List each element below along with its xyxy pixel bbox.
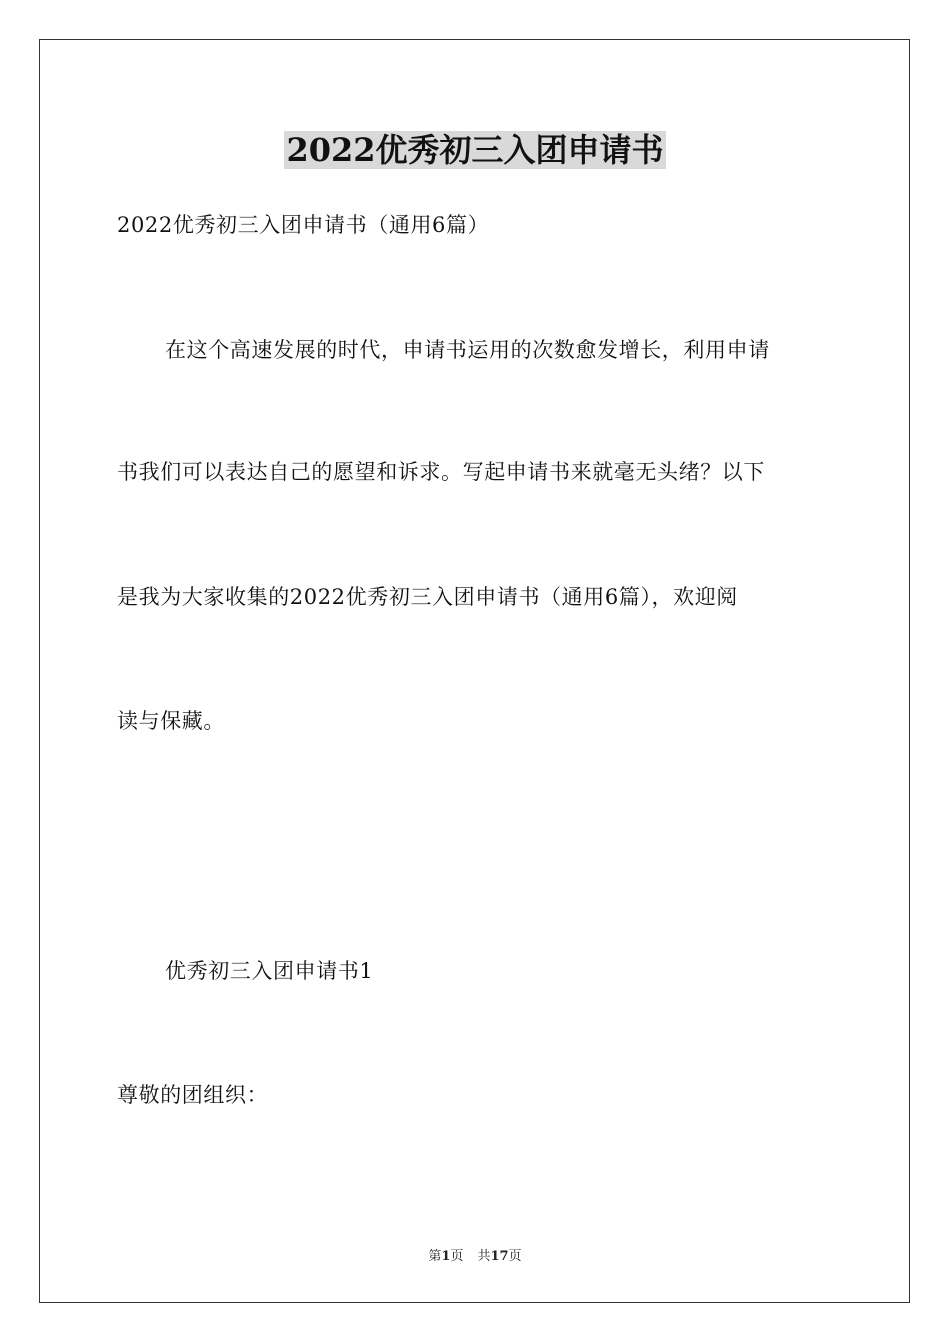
document-subtitle: 2022优秀初三入团申请书（通用6篇） <box>117 213 490 237</box>
intro-line-4: 读与保藏。 <box>117 709 225 733</box>
section-heading: 优秀初三入团申请书1 <box>165 959 374 983</box>
page-prefix: 第 <box>428 1249 442 1264</box>
total-pages: 17 <box>490 1249 509 1264</box>
salutation: 尊敬的团组织： <box>117 1083 269 1107</box>
intro-line-3: 是我为大家收集的2022优秀初三入团申请书（通用6篇），欢迎阅 <box>117 585 738 609</box>
page-number: 1 <box>441 1249 451 1264</box>
intro-line-2: 书我们可以表达自己的愿望和诉求。写起申请书来就毫无头绪？以下 <box>117 460 765 484</box>
intro-line-1: 在这个高速发展的时代，申请书运用的次数愈发增长，利用申请 <box>165 338 770 362</box>
document-title-text: 2022优秀初三入团申请书 <box>286 131 664 169</box>
document-title <box>0 128 950 172</box>
page-footer <box>0 1248 950 1266</box>
page-suffix: 页 <box>450 1249 464 1264</box>
total-suffix: 页 <box>508 1249 522 1264</box>
total-prefix: 共 <box>477 1249 491 1264</box>
